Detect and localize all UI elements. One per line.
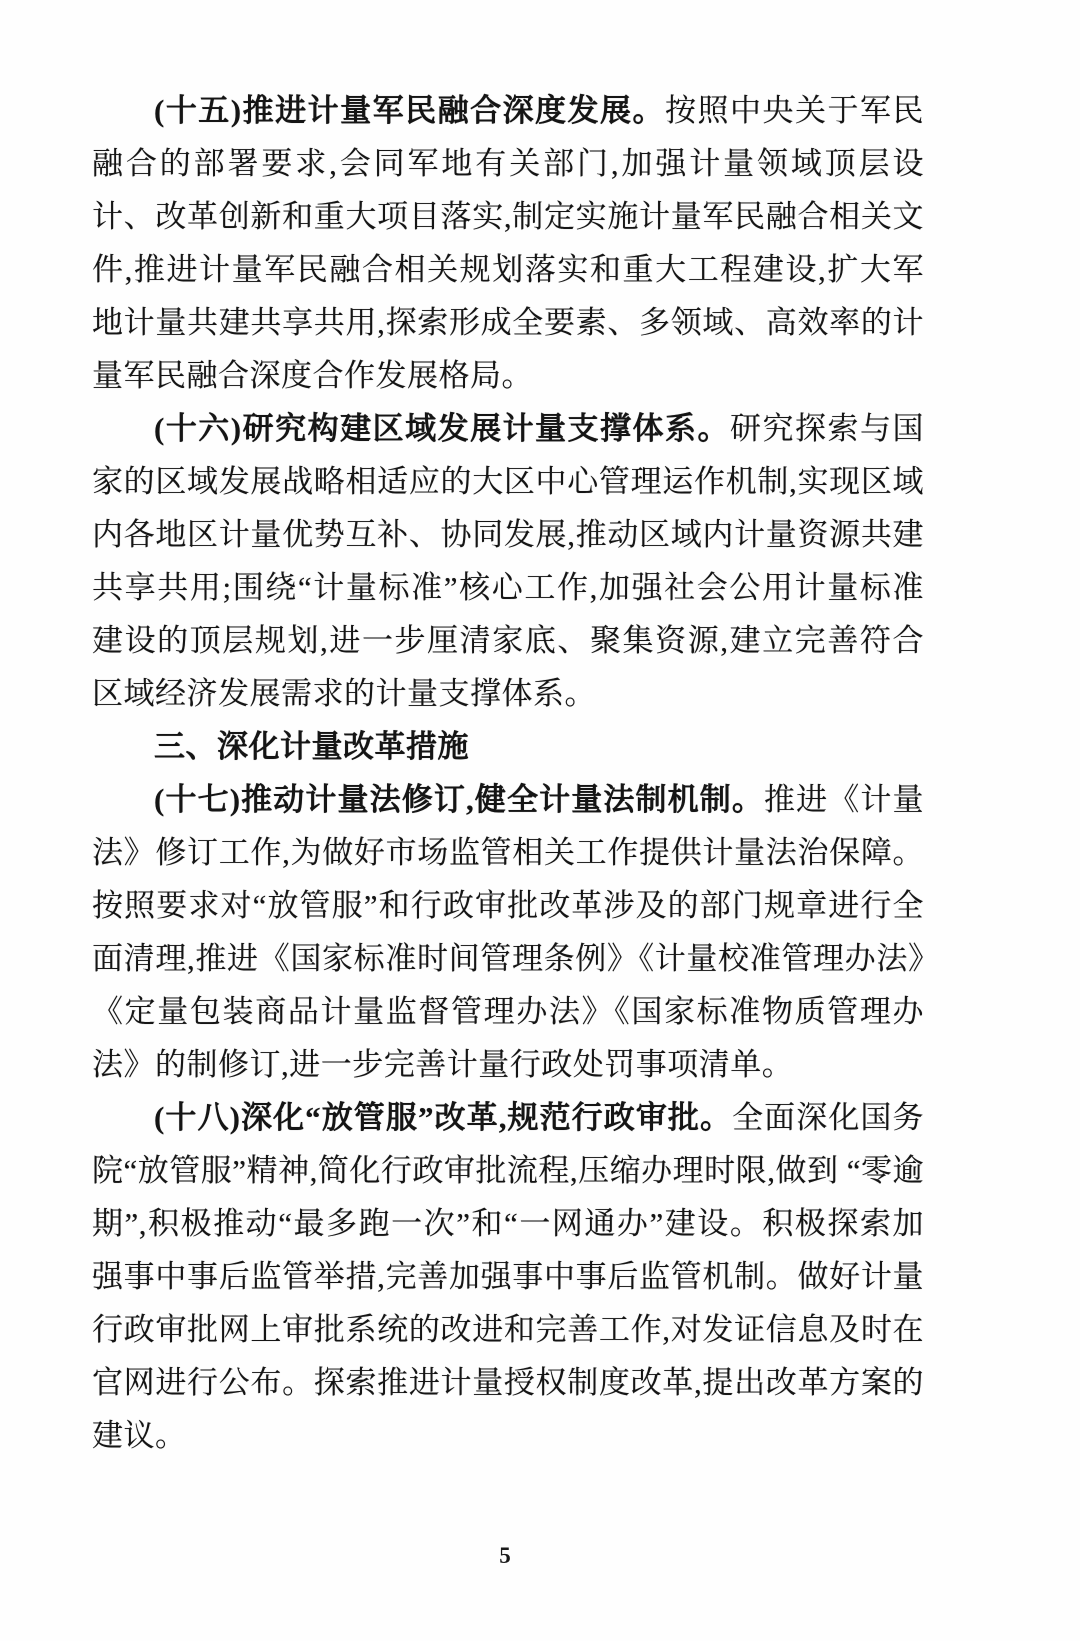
- paragraph-18: [92, 1091, 924, 1462]
- section-3-heading: 三、深化计量改革措施: [154, 729, 469, 764]
- document-body: [92, 84, 924, 1462]
- paragraph-17-heading: (十七)推动计量法修订,健全计量法制机制。: [154, 782, 764, 817]
- paragraph-16-body: 研究探索与国家的区域发展战略相适应的大区中心管理运作机制,实现区域内各地区计量优势互补、协同发展,推动区域内计量资源共建共享共用;围绕“计量标准”核心工作,加强社会公用计量标准建设的顶层规划,进一步厘清家底、聚集资源,建立完善符合区域经济发展需求的计量支撑体系。: [92, 411, 924, 711]
- paragraph-16-heading: (十六)研究构建区域发展计量支撑体系。: [154, 411, 731, 446]
- paragraph-17: [92, 773, 924, 1091]
- paragraph-17-body: 推进《计量法》修订工作,为做好市场监管相关工作提供计量法治保障。按照要求对“放管服”和行政审批改革涉及的部门规章进行全面清理,推进《国家标准时间管理条例》《计量校准管理办法》《定量包装商品计量监督管理办法》《国家标准物质管理办法》的制修订,进一步完善计量行政处罚事项清单。: [92, 782, 924, 1082]
- paragraph-18-body: 全面深化国务院“放管服”精神,简化行政审批流程,压缩办理时限,做到 “零逾期”,积极推动“最多跑一次”和“一网通办”建设。积极探索加强事中事后监管举措,完善加强事中事后监管机制。做好计量行政审批网上审批系统的改进和完善工作,对发证信息及时在官网进行公布。探索推进计量授权制度改革,提出改革方案的建议。: [92, 1100, 924, 1453]
- paragraph-18-heading: (十八)深化“放管服”改革,规范行政审批。: [154, 1100, 733, 1135]
- page-number: 5: [499, 1543, 511, 1568]
- paragraph-16: [92, 402, 924, 720]
- paragraph-15: [92, 84, 924, 402]
- paragraph-15-heading: (十五)推进计量军民融合深度发展。: [154, 93, 666, 128]
- paragraph-15-body: 按照中央关于军民融合的部署要求,会同军地有关部门,加强计量领域顶层设计、改革创新和重大项目落实,制定实施计量军民融合相关文件,推进计量军民融合相关规划落实和重大工程建设,扩大军地计量共建共享共用,探索形成全要素、多领域、高效率的计量军民融合深度合作发展格局。: [92, 93, 925, 393]
